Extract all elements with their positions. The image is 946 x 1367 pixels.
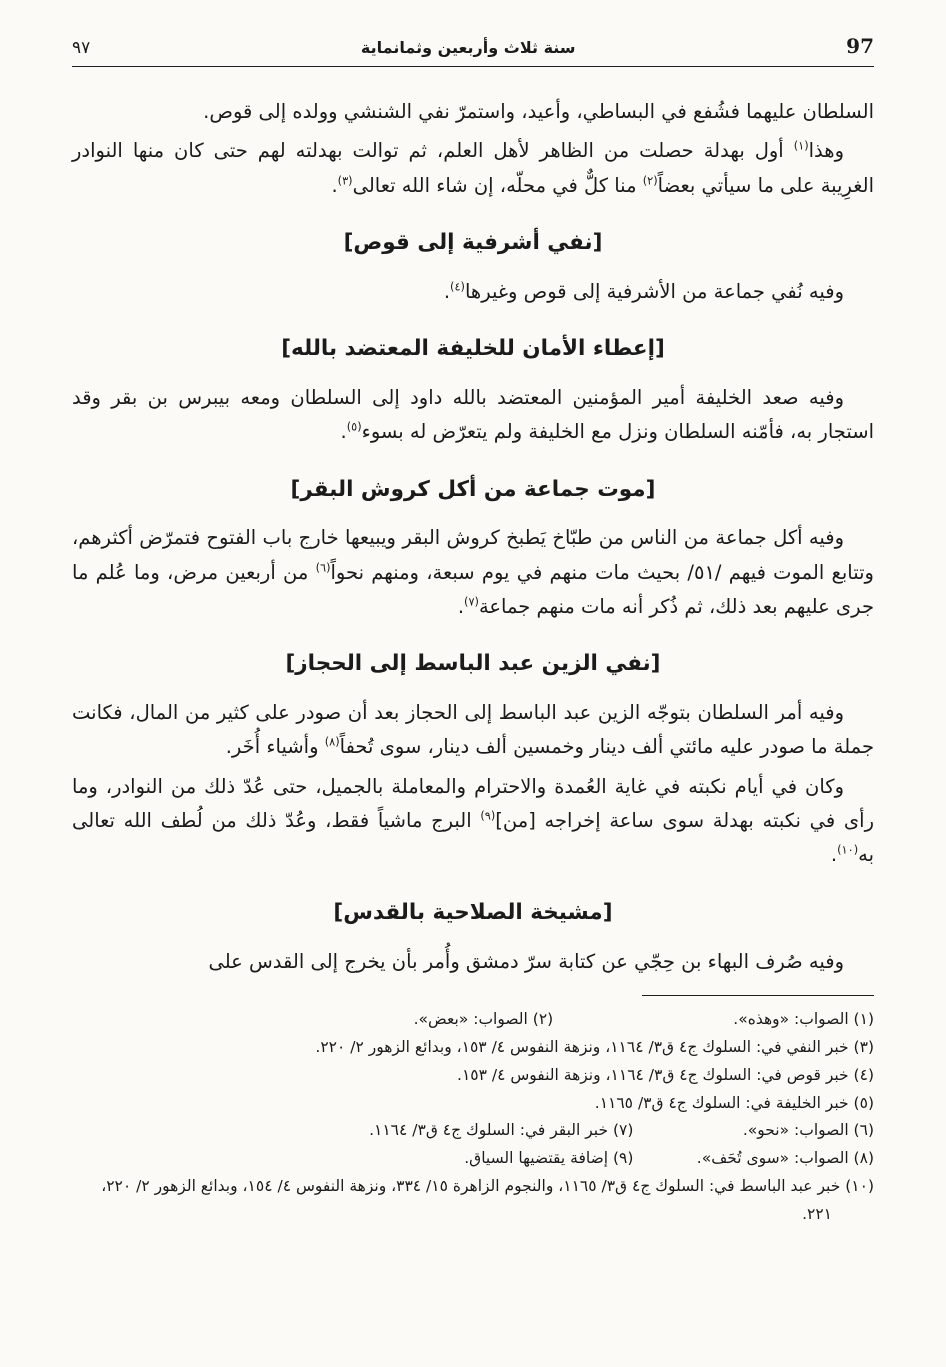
page-body	[72, 95, 874, 979]
footnote-4: (٤) خبر قوص في: السلوك ج٤ ق٣/ ١١٦٤، ونزهة النفوس ٤/ ١٥٣.	[457, 1065, 874, 1084]
heading-exile-ashrafiya: [نفي أشرفية إلى قوص]	[343, 229, 603, 255]
running-title: سنة ثلاث وأربعين وثمانماية	[360, 38, 576, 57]
paragraph-ashrafiya-exile: وفيه نُفي جماعة من الأشرفية إلى قوص وغيرها$^{(٤)}$.	[443, 279, 844, 303]
paragraph-abd-albasit-exile: وفيه أمر السلطان بتوجّه الزين عبد الباسط إلى الحجاز بعد أن صودر على كثير من المال، فكانت جملة ما صودر عليه مائتي ألف دينار وخمسين ألف دينار، سوى تُحفاً$^{(٨)}$ وأشياء أُخَر.	[72, 701, 874, 759]
footnote-separator	[642, 995, 874, 996]
header-rule	[72, 66, 874, 67]
footnote-1: (١) الصواب: «وهذه».	[733, 1009, 874, 1028]
footnote-row	[72, 1145, 874, 1173]
heading-caliph-aman: [إعطاء الأمان للخليفة المعتضد بالله]	[281, 336, 665, 362]
footnote-8: (٨) الصواب: «سوى تُحَف».	[696, 1149, 874, 1168]
paragraph-salahiyya-jerusalem: وفيه صُرف البهاء بن حِجّي عن كتابة سرّ دمشق وأُمر بأن يخرج إلى القدس على	[208, 949, 844, 973]
footnote-3: (٣) خبر النفي في: السلوك ج٤ ق٣/ ١١٦٤، ونزهة النفوس ٤/ ١٥٣، وبدائع الزهور ٢/ ٢٢٠.	[315, 1037, 874, 1056]
heading-abd-albasit-exile: [نفي الزين عبد الباسط إلى الحجاز]	[285, 651, 661, 677]
footnote-9: (٩) إضافة يقتضيها السياق.	[464, 1149, 634, 1168]
paragraph-abd-albasit-treatment: وكان في أيام نكبته في غاية العُمدة والاحترام والمعاملة بالجميل، حتى عُدّ ذلك من النوادر، وما رأى في نكبته بهدلة سوى ساعة إخراجه [من]$^{(٩)}$ البرج ماشياً فقط، وعُدّ ذلك من لُطف الله تعالى به$^{(١٠)}$.	[72, 774, 874, 867]
footnotes	[72, 1006, 874, 1229]
page-header	[72, 34, 874, 58]
footnote-2: (٢) الصواب: «بعض».	[413, 1009, 554, 1028]
paragraph-sultan-continuation: السلطان عليهما فشُفع في البساطي، وأعيد، واستمرّ نفي الشنشي وولده إلى قوص.	[203, 100, 874, 123]
footnote-row	[72, 1117, 874, 1145]
paragraph-caliph-safety: وفيه صعد الخليفة أمير المؤمنين المعتضد بالله داود إلى السلطان ومعه بيبرس بن بقر وقد استجار به، فأمّنه السلطان ونزل مع الخليفة ولم يتعرّض له بسوء$^{(٥)}$.	[72, 385, 874, 444]
footnote-7: (٧) خبر البقر في: السلوك ج٤ ق٣/ ١١٦٤.	[369, 1121, 634, 1140]
footnote-6: (٦) الصواب: «نحو».	[742, 1121, 874, 1140]
paragraph-tripe-deaths: وفيه أكل جماعة من الناس من طبّاخ يَطبخ كروش البقر ويبيعها خارج باب الفتوح فتمرّض أكثرهم، وتتابع الموت فيهم /٥١/ بحيث مات منهم في يوم سبعة، ومنهم نحواً$^{(٦)}$ من أربعين مرض، وما عُلم ما جرى عليهم بعد ذلك، ثم ذُكر أنه مات منهم جماعة$^{(٧)}$.	[72, 526, 874, 618]
footnote-row	[72, 1006, 874, 1034]
footnote-10: (١٠) خبر عبد الباسط في: السلوك ج٤ ق٣/ ١١٦٥، والنجوم الزاهرة ١٥/ ٣٣٤، ونزهة النفوس ٤/ ١٥٤، وبدائع الزهور ٢/ ٢٢٠، ٢٢١.	[101, 1177, 874, 1224]
heading-tripe-deaths: [موت جماعة من أكل كروش البقر]	[290, 476, 656, 502]
heading-salahiyya-mashyakha: [مشيخة الصلاحية بالقدس]	[333, 899, 613, 925]
paragraph-bahdala: وهذا$^{(١)}$ أول بهدلة حصلت من الظاهر لأهل العلم، ثم توالت بهدلته لهم حتى كان منها النوادر الغرِيبة على ما سيأتي بعضاً$^{(٢)}$ منا كلٌّ في محلّه، إن شاء الله تعالى$^{(٣)}$.	[72, 139, 874, 197]
footnote-5: (٥) خبر الخليفة في: السلوك ج٤ ق٣/ ١١٦٥.	[594, 1093, 874, 1112]
page-number-arabic: ٩٧	[72, 38, 91, 58]
page-number-latin: 97	[846, 34, 874, 58]
